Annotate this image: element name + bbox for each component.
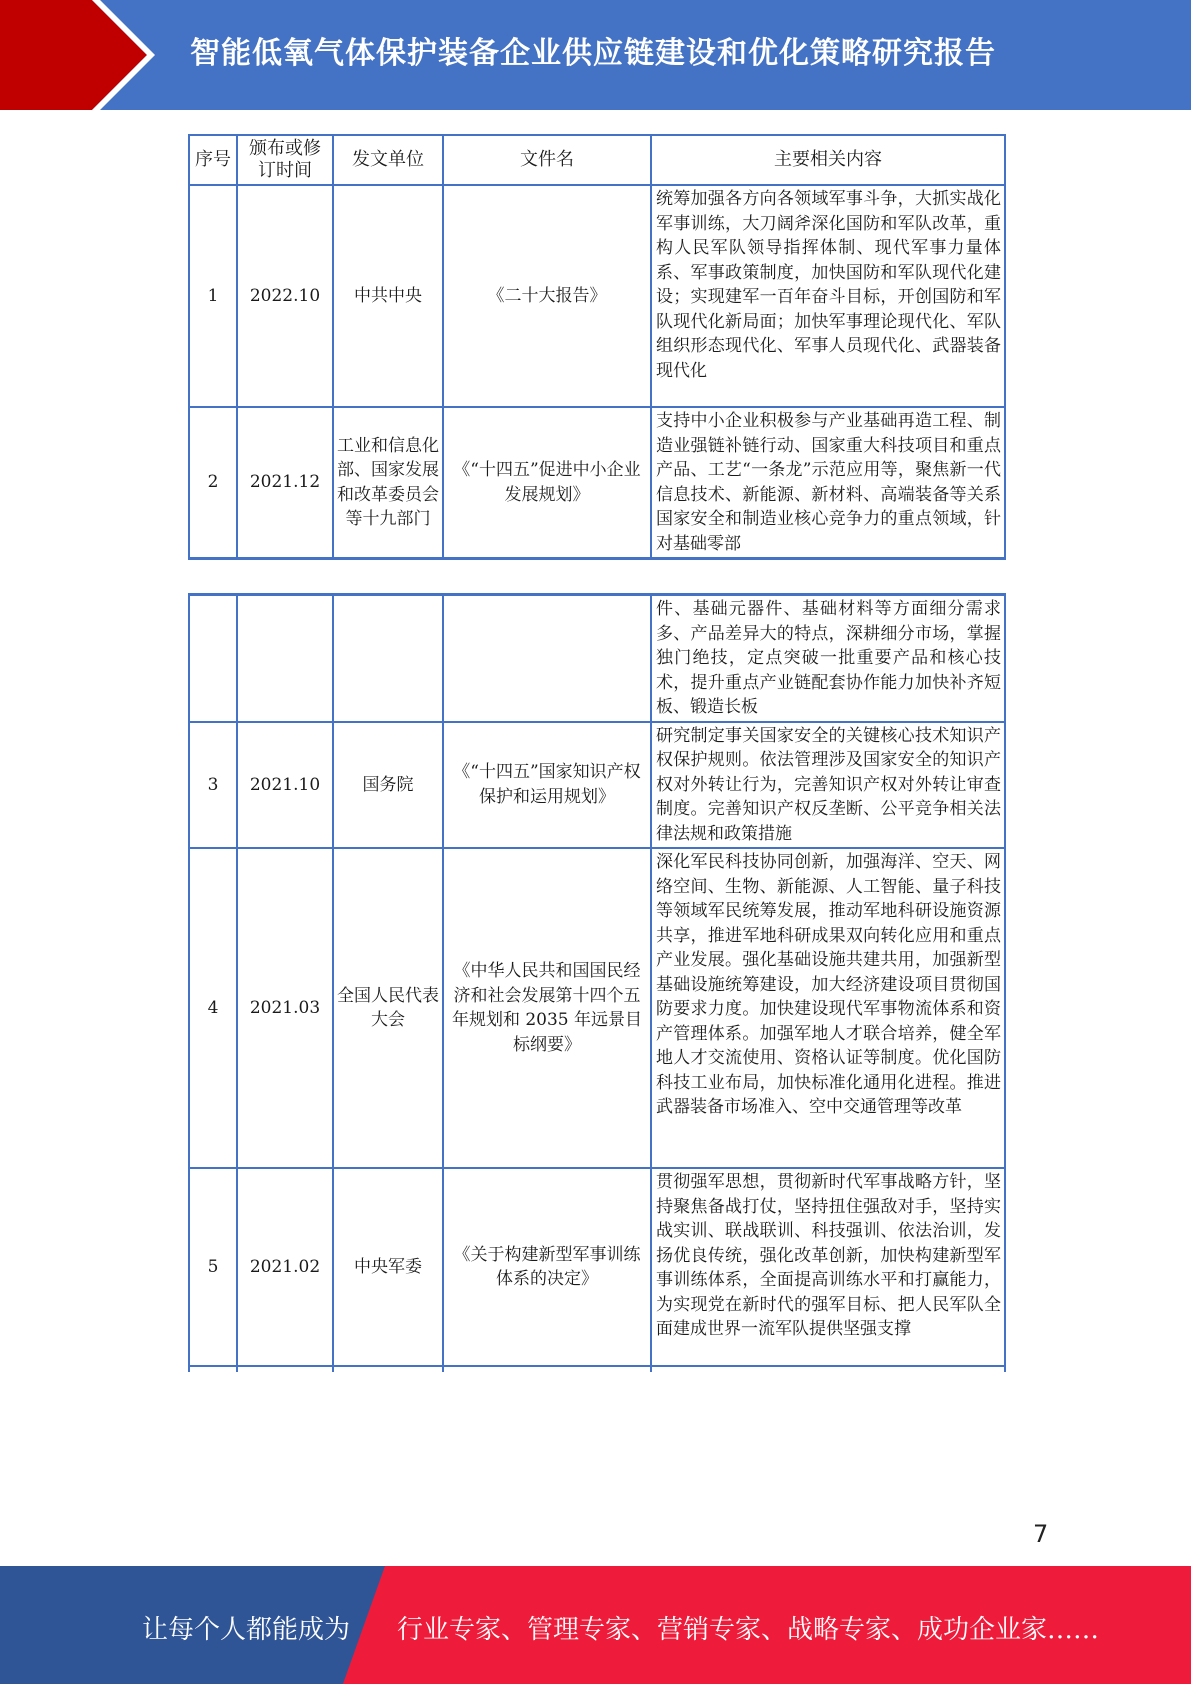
row-no: 3 (189, 722, 237, 849)
row-doc-empty (443, 595, 651, 722)
table-row-continued (189, 595, 1005, 722)
row-doc: 《中华人民共和国国民经济和社会发展第十四个五年规划和 2035 年远景目标纲要》 (443, 848, 651, 1168)
row-date: 2021.02 (237, 1168, 333, 1366)
col-header-issuer: 发文单位 (333, 135, 443, 185)
row-date: 2021.12 (237, 407, 333, 559)
row-doc: 《二十大报告》 (443, 185, 651, 407)
row-date: 2021.10 (237, 722, 333, 849)
policy-table-part-1 (188, 134, 1006, 560)
table-row-cut-off (189, 1366, 1005, 1372)
row-content: 件、基础元器件、基础材料等方面细分需求多、产品差异大的特点，深耕细分市场，掌握独门绝技，定点突破一批重要产品和核心技术，提升重点产业链配套协作能力加快补齐短板、锻造长板 (651, 595, 1005, 722)
row-doc: 《“十四五”国家知识产权保护和运用规划》 (443, 722, 651, 849)
row-doc: 《“十四五”促进中小企业发展规划》 (443, 407, 651, 559)
cut-cell (651, 1366, 1005, 1372)
col-header-no: 序号 (189, 135, 237, 185)
page-footer (0, 1566, 1191, 1684)
row-no: 1 (189, 185, 237, 407)
row-issuer: 工业和信息化部、国家发展和改革委员会等十九部门 (333, 407, 443, 559)
page-header (0, 0, 1191, 110)
cut-cell (443, 1366, 651, 1372)
table-row (189, 722, 1005, 849)
row-content: 贯彻强军思想，贯彻新时代军事战略方针，坚持聚焦备战打仗，坚持扭住强敌对手，坚持实战实训、联战联训、科技强训、依法治训，发扬优良传统，强化改革创新，加快构建新型军事训练体系，全面提高训练水平和打赢能力，为实现党在新时代的强军目标、把人民军队全面建成世界一流军队提供坚强支撑 (651, 1168, 1005, 1366)
table-row (189, 848, 1005, 1168)
row-content: 深化军民科技协同创新，加强海洋、空天、网络空间、生物、新能源、人工智能、量子科技等领域军民统筹发展，推动军地科研设施资源共享，推进军地科研成果双向转化应用和重点产业发展。强化基础设施共建共用，加强新型基础设施统筹建设，加大经济建设项目贯彻国防要求力度。加快建设现代军事物流体系和资产管理体系。加强军地人才联合培养，健全军地人才交流使用、资格认证等制度。优化国防科技工业布局，加快标准化通用化进程。推进武器装备市场准入、空中交通管理等改革 (651, 848, 1005, 1168)
row-issuer: 全国人民代表大会 (333, 848, 443, 1168)
row-no: 5 (189, 1168, 237, 1366)
row-issuer: 中共中央 (333, 185, 443, 407)
page-number: 7 (1033, 1520, 1049, 1548)
row-no: 4 (189, 848, 237, 1168)
row-date: 2022.10 (237, 185, 333, 407)
row-no-empty (189, 595, 237, 722)
col-header-date: 颁布或修订时间 (237, 135, 333, 185)
footer-slogan-right: 行业专家、管理专家、营销专家、战略专家、成功企业家…… (397, 1615, 1100, 1645)
col-header-doc: 文件名 (443, 135, 651, 185)
table-row (189, 407, 1005, 559)
row-date: 2021.03 (237, 848, 333, 1168)
footer-slogan-left: 让每个人都能成为 (142, 1615, 351, 1645)
cut-cell (189, 1366, 237, 1372)
row-no: 2 (189, 407, 237, 559)
table-row (189, 185, 1005, 407)
row-issuer: 中央军委 (333, 1168, 443, 1366)
row-issuer: 国务院 (333, 722, 443, 849)
cut-cell (237, 1366, 333, 1372)
row-doc: 《关于构建新型军事训练体系的决定》 (443, 1168, 651, 1366)
report-title: 智能低氧气体保护装备企业供应链建设和优化策略研究报告 (190, 36, 996, 71)
table-row (189, 1168, 1005, 1366)
table-header-row (189, 135, 1005, 185)
policy-table-part-2 (188, 593, 1006, 1372)
row-issuer-empty (333, 595, 443, 722)
row-content: 支持中小企业积极参与产业基础再造工程、制造业强链补链行动、国家重大科技项目和重点产品、工艺“一条龙”示范应用等，聚焦新一代信息技术、新能源、新材料、高端装备等关系国家安全和制造业核心竞争力的重点领域，针对基础零部 (651, 407, 1005, 559)
row-date-empty (237, 595, 333, 722)
row-content: 统筹加强各方向各领域军事斗争，大抓实战化军事训练，大刀阔斧深化国防和军队改革，重构人民军队领导指挥体制、现代军事力量体系、军事政策制度，加快国防和军队现代化建设；实现建军一百年奋斗目标，开创国防和军队现代化新局面；加快军事理论现代化、军队组织形态现代化、军事人员现代化、武器装备现代化 (651, 185, 1005, 407)
header-arrow-decoration (0, 0, 160, 110)
row-content: 研究制定事关国家安全的关键核心技术知识产权保护规则。依法管理涉及国家安全的知识产权对外转让行为，完善知识产权对外转让审查制度。完善知识产权反垄断、公平竞争相关法律法规和政策措施 (651, 722, 1005, 849)
cut-cell (333, 1366, 443, 1372)
col-header-content: 主要相关内容 (651, 135, 1005, 185)
